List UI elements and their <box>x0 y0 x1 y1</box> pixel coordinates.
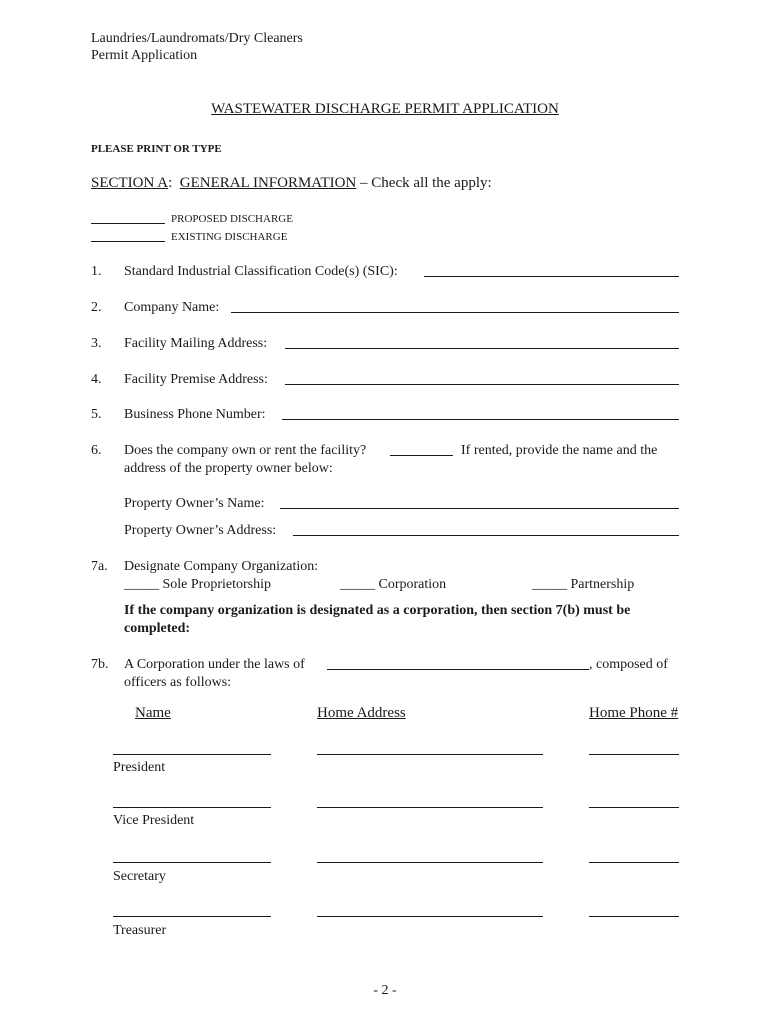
president-phone-field[interactable] <box>589 754 679 755</box>
item-6-line-2: address of the property owner below: <box>124 461 333 476</box>
item-6-number: 6. <box>91 443 102 458</box>
vice-president-phone-field[interactable] <box>589 807 679 808</box>
treasurer-address-field[interactable] <box>317 916 543 917</box>
secretary-label: Secretary <box>113 869 166 884</box>
item-5-number: 5. <box>91 407 102 422</box>
section-a-label: SECTION A <box>91 175 169 191</box>
premise-address-field[interactable] <box>285 384 679 385</box>
corporation-state-field[interactable] <box>327 669 589 670</box>
section-a-colon: : <box>168 175 173 191</box>
corporation-note-line-2: completed: <box>124 621 191 636</box>
corporation-option[interactable]: _____ Corporation <box>340 577 447 592</box>
item-4-label: Facility Premise Address: <box>124 372 268 387</box>
item-3-number: 3. <box>91 336 102 351</box>
item-1-number: 1. <box>91 264 102 279</box>
header-line-2: Permit Application <box>91 48 198 63</box>
corporation-note-line-1: If the company organization is designated as a corporation, then section 7(b) must be <box>124 603 631 618</box>
section-a-title: GENERAL INFORMATION <box>179 175 357 191</box>
treasurer-name-field[interactable] <box>113 916 271 917</box>
page-number: - 2 - <box>373 983 397 998</box>
section-a-suffix: – Check all the apply: <box>356 175 492 191</box>
president-address-field[interactable] <box>317 754 543 755</box>
item-7b-line-2: officers as follows: <box>124 675 232 690</box>
owner-name-field[interactable] <box>280 508 679 509</box>
partnership-option[interactable]: _____ Partnership <box>532 577 635 592</box>
vice-president-name-field[interactable] <box>113 807 271 808</box>
proposed-discharge-label: PROPOSED DISCHARGE <box>171 213 293 225</box>
existing-discharge-label: EXISTING DISCHARGE <box>171 231 288 243</box>
item-7a-number: 7a. <box>91 559 108 574</box>
secretary-phone-field[interactable] <box>589 862 679 863</box>
home-phone-column-header: Home Phone # <box>589 705 679 721</box>
vice-president-address-field[interactable] <box>317 807 543 808</box>
mailing-address-field[interactable] <box>285 348 679 349</box>
existing-discharge-field[interactable] <box>91 241 165 242</box>
owner-address-label: Property Owner’s Address: <box>124 523 277 538</box>
item-4-number: 4. <box>91 372 102 387</box>
business-phone-field[interactable] <box>282 419 679 420</box>
secretary-name-field[interactable] <box>113 862 271 863</box>
sic-code-field[interactable] <box>424 276 679 277</box>
print-instruction: PLEASE PRINT OR TYPE <box>91 143 222 155</box>
company-name-field[interactable] <box>231 312 679 313</box>
item-2-number: 2. <box>91 300 102 315</box>
president-label: President <box>113 760 166 775</box>
sole-proprietorship-option[interactable]: _____ Sole Proprietorship <box>124 577 271 592</box>
name-column-header: Name <box>135 705 171 721</box>
item-1-label: Standard Industrial Classification Code(s) (SIC): <box>124 264 398 279</box>
section-a-heading <box>91 174 492 192</box>
proposed-discharge-field[interactable] <box>91 223 165 224</box>
item-3-label: Facility Mailing Address: <box>124 336 268 351</box>
document-title: WASTEWATER DISCHARGE PERMIT APPLICATION <box>211 101 559 117</box>
header-line-1: Laundries/Laundromats/Dry Cleaners <box>91 31 303 46</box>
vice-president-label: Vice President <box>113 813 195 828</box>
item-7b-prefix: A Corporation under the laws of <box>124 657 305 672</box>
home-address-column-header: Home Address <box>317 705 406 721</box>
treasurer-label: Treasurer <box>113 923 167 938</box>
president-name-field[interactable] <box>113 754 271 755</box>
treasurer-phone-field[interactable] <box>589 916 679 917</box>
item-5-label: Business Phone Number: <box>124 407 266 422</box>
owner-address-field[interactable] <box>293 535 679 536</box>
item-6-rented-text: If rented, provide the name and the <box>461 443 658 458</box>
secretary-address-field[interactable] <box>317 862 543 863</box>
own-or-rent-field[interactable] <box>390 455 453 456</box>
owner-name-label: Property Owner’s Name: <box>124 496 265 511</box>
item-6-question: Does the company own or rent the facility? <box>124 443 367 458</box>
item-7b-suffix: , composed of <box>589 657 668 672</box>
item-7a-label: Designate Company Organization: <box>124 559 319 574</box>
item-7b-number: 7b. <box>91 657 109 672</box>
item-2-label: Company Name: <box>124 300 220 315</box>
